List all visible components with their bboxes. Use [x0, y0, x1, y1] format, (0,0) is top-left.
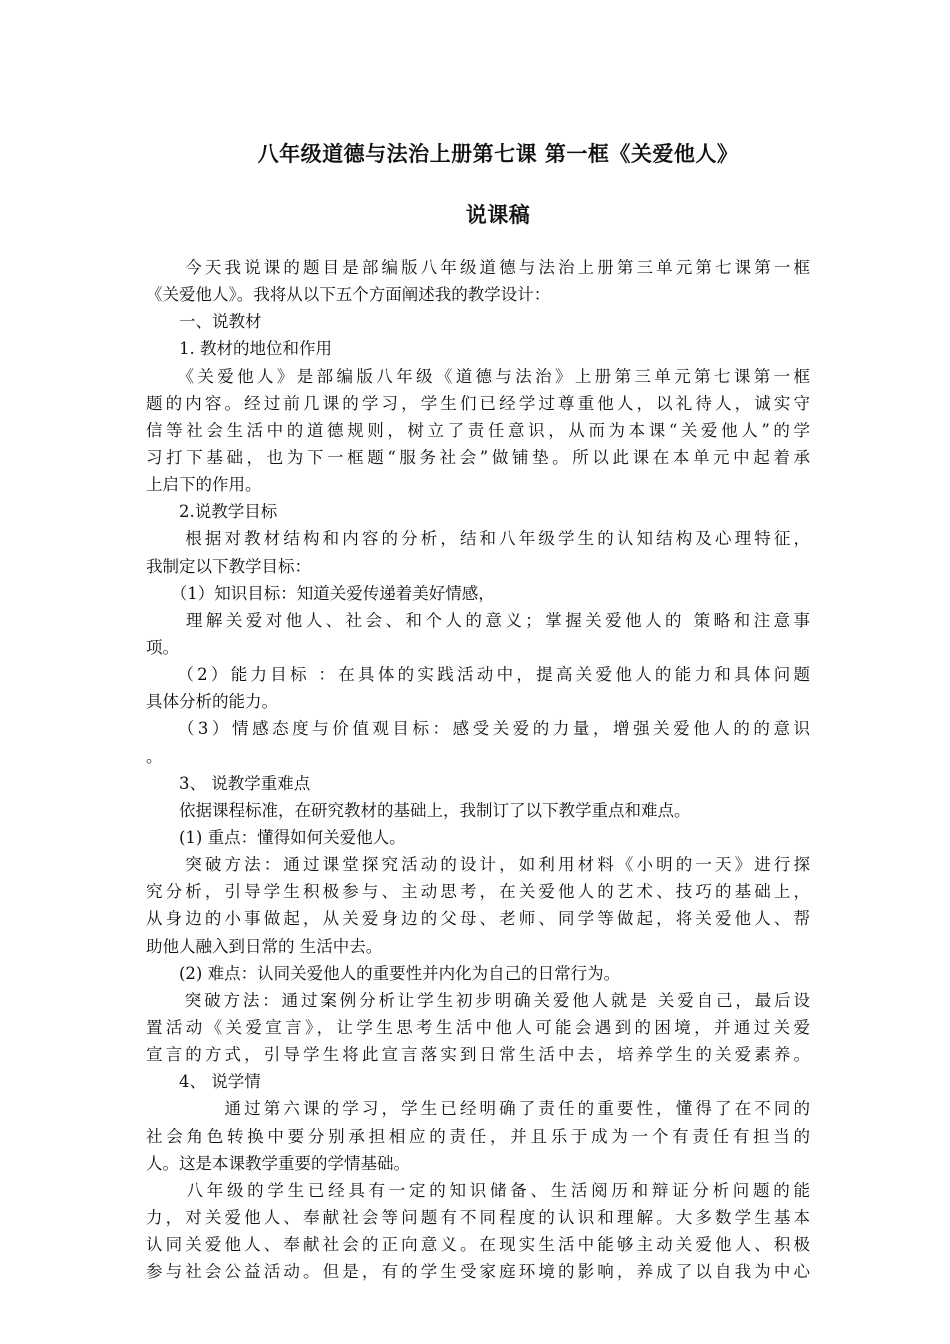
subsection-heading: 2.说教学目标: [146, 502, 278, 522]
text-line: 从身边的小事做起，从关爱身边的父母、老师、同学等做起，将关爱他人、帮: [146, 909, 810, 929]
text-line: 置活动《关爱宣言》，让学生思考生活中他人可能会遇到的困境，并通过关爱: [146, 1017, 810, 1037]
text-line: 究分析，引导学生积极参与、主动思考，在关爱他人的艺术、技巧的基础上，: [146, 882, 810, 902]
text-line: 通过第六课的学习，学生已经明确了责任的重要性，懂得了在不同的: [146, 1099, 810, 1119]
text-line: 社会角色转换中要分别承担相应的责任，并且乐于成为一个有责任有担当的: [146, 1126, 810, 1146]
text-line: 助他人融入到日常的 生活中去。: [146, 936, 383, 956]
subsection-heading: 1. 教材的地位和作用: [146, 339, 332, 359]
subsection-heading: 3、 说教学重难点: [146, 773, 311, 793]
text-line: (1) 重点：懂得如何关爱他人。: [146, 827, 406, 847]
text-line: 认同关爱他人、奉献社会的正向意义。在现实生活中能够主动关爱他人、积极: [146, 1235, 810, 1255]
text-line: 根据对教材结构和内容的分析，结和八年级学生的认知结构及心理特征，: [146, 529, 810, 549]
text-line: 《关爱他人》。我将从以下五个方面阐述我的教学设计：: [146, 285, 551, 305]
text-line: 上启下的作用。: [146, 475, 262, 495]
text-line: 题的内容。经过前几课的学习，学生们已经学过尊重他人，以礼待人，诚实守: [146, 393, 810, 413]
text-line: 理解关爱对他人、社会、和个人的意义；掌握关爱他人的 策略和注意事: [146, 610, 810, 630]
text-line: (2) 难点：认同关爱他人的重要性并内化为自己的日常行为。: [146, 963, 621, 983]
text-line: 力，对关爱他人、奉献社会等问题有不同程度的认识和理解。大多数学生基本: [146, 1207, 810, 1227]
document-subtitle: 说课稿: [465, 203, 531, 227]
text-line: 八年级的学生已经具有一定的知识储备、生活阅历和辩证分析问题的能: [146, 1180, 810, 1200]
text-line: 依据课程标准，在研究教材的基础上，我制订了以下教学重点和难点。: [146, 800, 691, 820]
text-line: （3）情感态度与价值观目标：感受关爱的力量，增强关爱他人的的意识: [146, 719, 810, 739]
text-line: 我制定以下教学目标：: [146, 556, 311, 576]
document-body: [146, 254, 810, 1285]
text-line: 具体分析的能力。: [146, 692, 278, 712]
text-line: 突破方法：通过课堂探究活动的设计，如利用材料《小明的一天》进行探: [146, 855, 810, 875]
text-line: 《关爱他人》是部编版八年级《道德与法治》上册第三单元第七课第一框: [146, 366, 810, 386]
text-line: 。: [146, 746, 163, 766]
text-line: 宣言的方式，引导学生将此宣言落实到日常生活中去，培养学生的关爱素养。: [146, 1045, 810, 1065]
text-line: 人。这是本课教学重要的学情基础。: [146, 1153, 410, 1173]
text-line: 习打下基础，也为下一框题“服务社会”做铺垫。所以此课在本单元中起着承: [146, 447, 810, 467]
text-line: 参与社会公益活动。但是，有的学生受家庭环境的影响，养成了以自我为中心: [146, 1262, 810, 1282]
text-line: 突破方法：通过案例分析让学生初步明确关爱他人就是 关爱自己，最后设: [146, 990, 810, 1010]
subsection-heading: 4、 说学情: [146, 1072, 261, 1092]
document-title: 八年级道德与法治上册第七课 第一框《关爱他人》: [257, 142, 739, 166]
text-line: 今天我说课的题目是部编版八年级道德与法治上册第三单元第七课第一框: [146, 258, 810, 277]
text-line: （2）能力目标 ：在具体的实践活动中，提高关爱他人的能力和具体问题: [146, 665, 810, 685]
text-line: 项。: [146, 637, 179, 657]
text-line: （1）知识目标：知道关爱传递着美好情感，: [146, 583, 495, 603]
text-line: 信等社会生活中的道德规则，树立了责任意识，从而为本课“关爱他人”的学: [146, 420, 810, 440]
section-heading: 一、说教材: [146, 312, 262, 332]
